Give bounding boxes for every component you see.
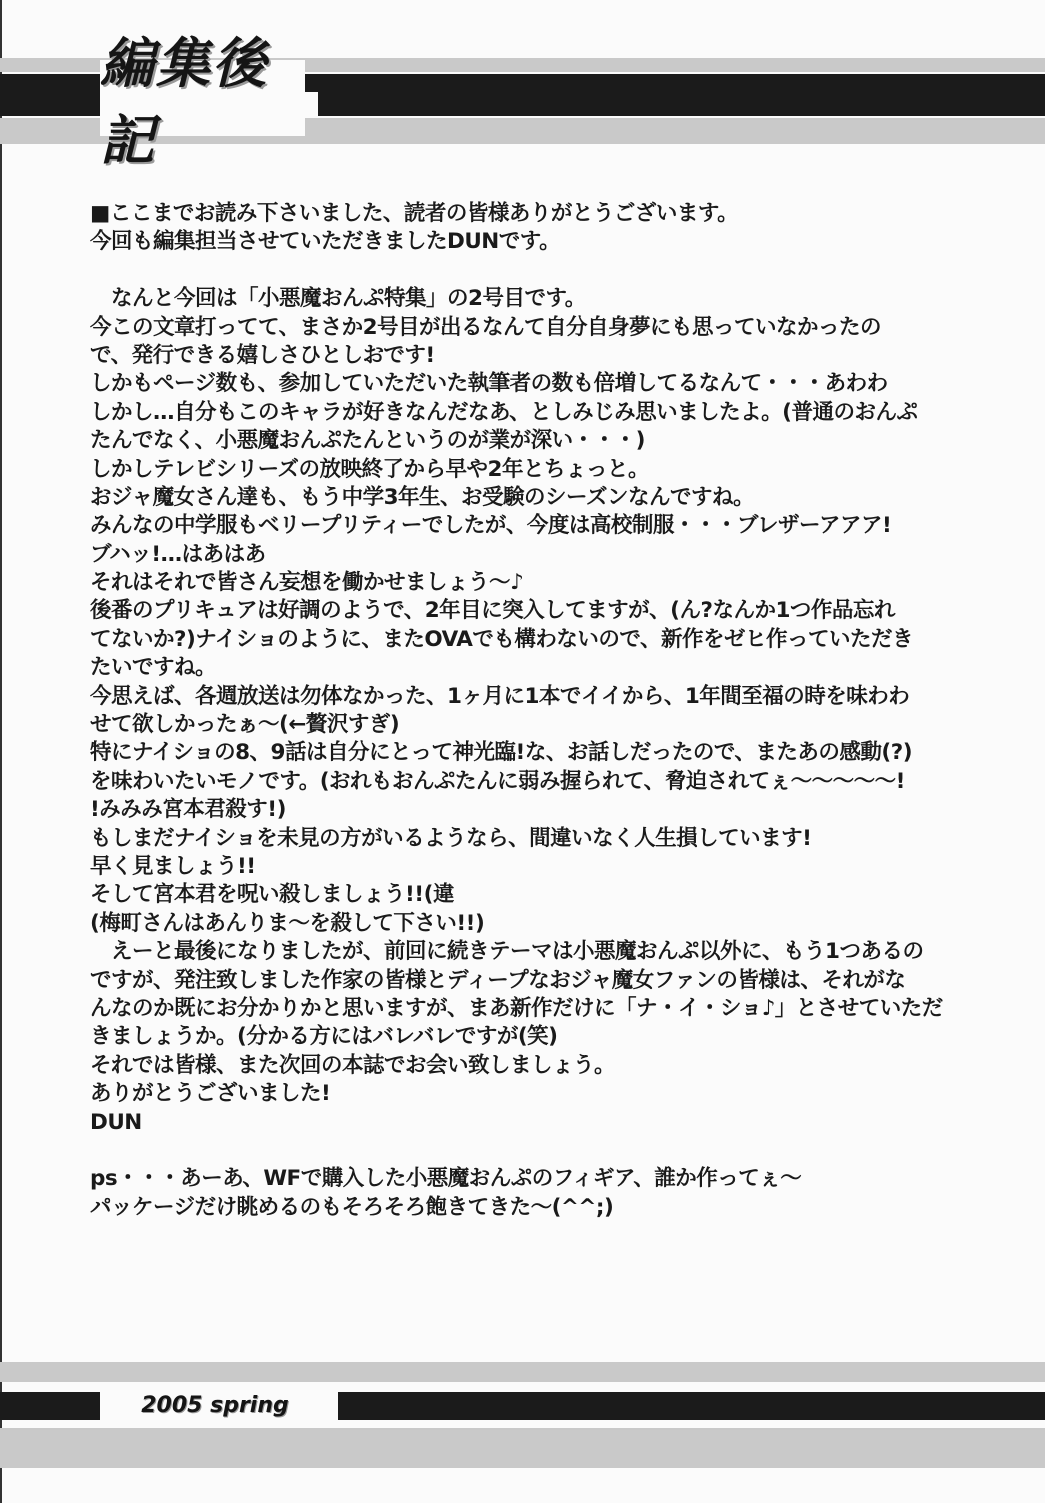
body-line: そして宮本君を呪い殺しましょう!!(違	[90, 882, 454, 908]
body-line: しかしテレビシリーズの放映終了から早や2年とちょっと。	[90, 456, 649, 482]
body-line: しかし…自分もこのキャラが好きなんだなあ、としみじみ思いましたよ。(普通のおんぷ	[90, 399, 918, 425]
body-line: んなのか既にお分かりかと思いますが、まあ新作だけに「ナ・イ・ショ♪」とさせていただ	[90, 995, 943, 1021]
page-title: 編集後記	[100, 32, 268, 172]
footer-gray-band-top	[0, 1362, 1045, 1382]
footer-gray-band-bottom	[0, 1428, 1045, 1468]
body-line: たいですね。	[90, 655, 217, 681]
body-line: それでは皆様、また次回の本誌でお会い致しましょう。	[90, 1052, 616, 1078]
editorial-body	[90, 200, 1000, 1222]
body-line: 特にナイショの8、9話は自分にとって神光臨!な、お話しだったので、またあの感動(?)	[90, 740, 913, 766]
body-line: しかもページ数も、参加していただいた執筆者の数も倍増してるなんて・・・あわわ	[90, 371, 888, 397]
body-line: パッケージだけ眺めるのもそろそろ飽きてきた～(^^;)	[90, 1194, 614, 1220]
body-line: ですが、発注致しました作家の皆様とディープなおジャ魔女ファンの皆様は、それがな	[90, 967, 906, 993]
body-line: (梅町さんはあんりま～を殺して下さい!!)	[90, 910, 485, 936]
body-line: 今思えば、各週放送は勿体なかった、1ヶ月に1本でイイから、1年間至福の時を味わわ	[90, 683, 910, 709]
body-line: もしまだナイショを未見の方がいるようなら、間違いなく人生損しています!	[90, 825, 812, 851]
body-line: たんでなく、小悪魔おんぷたんというのが業が深い・・・)	[90, 428, 645, 454]
body-line: ブハッ!…はあはあ	[90, 541, 266, 567]
header-black-stripe-main	[318, 92, 1045, 116]
body-line: 今回も編集担当させていただきましたDUNです。	[90, 229, 561, 255]
body-line: おジャ魔女さん達も、もう中学3年生、お受験のシーズンなんですね。	[90, 484, 754, 510]
body-line: 早く見ましょう!!	[90, 853, 256, 879]
body-line: 後番のプリキュアは好調のようで、2年目に突入してますが、(ん?なんか1つ作品忘れ	[90, 598, 895, 624]
blank-line	[90, 257, 1000, 285]
body-line: きましょうか。(分かる方にはバレバレですが(笑)	[90, 1024, 558, 1050]
body-line: なんと今回は「小悪魔おんぷ特集」の2号目です。	[90, 286, 586, 312]
body-line: を味わいたいモノです。(おれもおんぷたんに弱み握られて、脅迫されてぇ～～～～～!	[90, 768, 905, 794]
footer-container	[100, 1385, 330, 1425]
body-line: ありがとうございました!	[90, 1081, 331, 1107]
footer-date: 2005 spring	[141, 1392, 289, 1418]
body-line: みんなの中学服もベリープリティーでしたが、今度は高校制服・・・ブレザーアアア!	[90, 513, 892, 539]
body-line: !みみみ宮本君殺す!)	[90, 797, 286, 823]
body-line: で、発行できる嬉しさひとしおです!	[90, 342, 435, 368]
body-line: せて欲しかったぁ～(←贅沢すぎ)	[90, 712, 400, 738]
body-line: DUN	[90, 1109, 142, 1135]
body-line: ■ここまでお読み下さいました、読者の皆様ありがとうございます。	[90, 201, 739, 226]
footer-black-stripe-left	[0, 1392, 100, 1420]
body-line: てないか?)ナイショのように、またOVAでも構わないので、新作をゼヒ作っていただき	[90, 626, 913, 652]
title-container	[100, 32, 305, 172]
body-line: それはそれで皆さん妄想を働かせましょう～♪	[90, 570, 524, 596]
footer-black-stripe-right	[338, 1392, 1045, 1420]
header-black-stripe-left	[0, 92, 100, 116]
body-line: 今この文章打ってて、まさか2号目が出るなんて自分自身夢にも思っていなかったの	[90, 314, 882, 340]
page-left-border	[0, 0, 2, 1503]
body-line: ps・・・あーあ、WFで購入した小悪魔おんぷのフィギア、誰か作ってぇ～	[90, 1166, 802, 1192]
body-line: えーと最後になりましたが、前回に続きテーマは小悪魔おんぷ以外に、もう1つあるの	[90, 939, 924, 965]
blank-line	[90, 1137, 1000, 1165]
